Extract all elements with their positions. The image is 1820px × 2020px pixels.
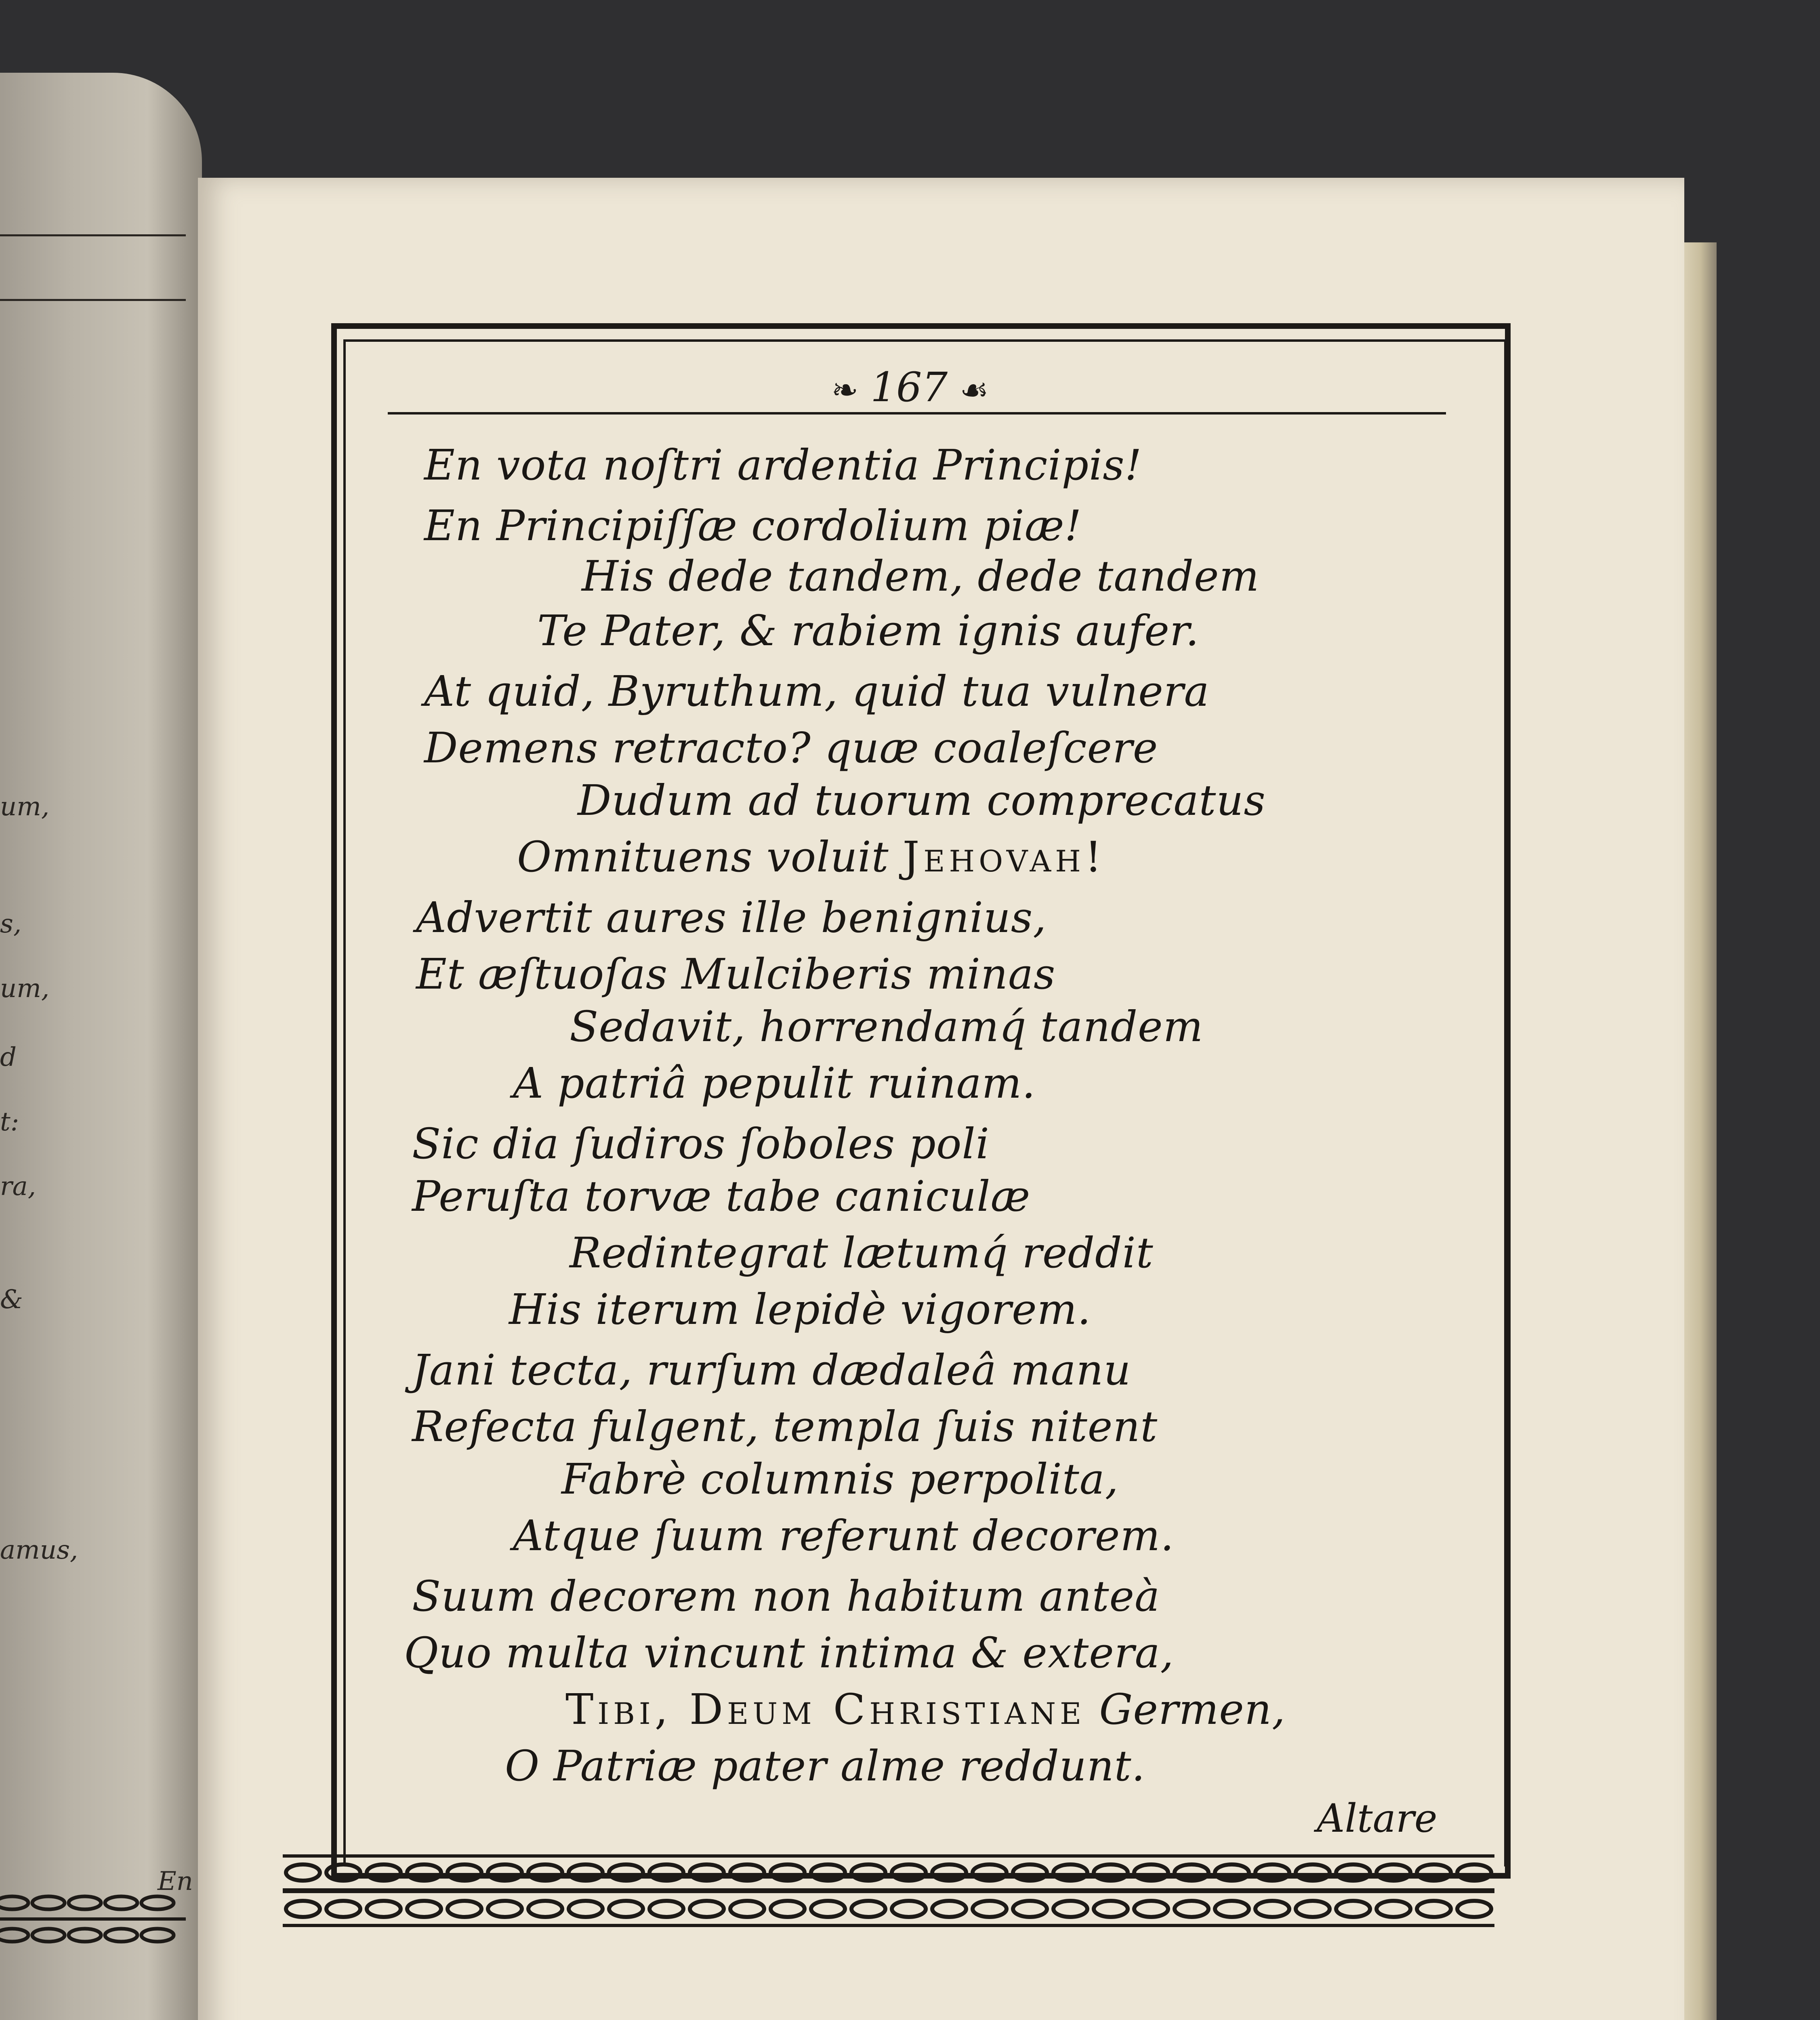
poem-line: Quo multa vincunt intima & extera, [404,1628,1174,1677]
poem-line: His dede tandem, dede tandem [582,551,1260,601]
ornament-oval [1457,1864,1491,1881]
ornament-oval [1417,1864,1451,1881]
left-page-fragment: t: [0,1107,19,1137]
poem-line [517,832,1106,882]
ornament-oval [286,1864,320,1881]
ornament-oval [730,1901,764,1917]
ornament-oval [892,1901,926,1917]
poem-line: Et æſtuoſas Mulciberis minas [416,949,1056,999]
ornament-oval [569,1901,603,1917]
left-page-rule [0,234,186,236]
ornament-oval [1377,1901,1410,1917]
left-page-fragment: s, [0,909,22,939]
ornament-oval [851,1901,885,1917]
left-page-fragment: d [0,1042,17,1072]
poem-line: En vota noſtri ardentia Principis! [424,440,1142,490]
ornament-oval [1175,1901,1208,1917]
left-page-fragment: En [158,1866,193,1896]
ornament-oval [892,1864,926,1881]
fleuron-right-icon: ☙ [960,371,989,409]
poem-line: Peruſta torvæ tabe caniculæ [412,1172,1031,1221]
poem-line: Fabrè columnis perpolita, [561,1454,1119,1504]
poem-line [565,1685,1286,1734]
ornament-oval [1296,1901,1330,1917]
ornament-oval [1013,1901,1047,1917]
poem-line-text: Germen, [1099,1685,1286,1734]
poem-line: A patriâ pepulit ruinam. [513,1058,1036,1108]
ornament-oval [690,1864,724,1881]
ornament-oval [1013,1864,1047,1881]
ornament-oval [448,1864,481,1881]
ornament-oval [528,1901,562,1917]
ornament-oval [1215,1901,1249,1917]
poem-line: Sedavit, horrendamq́ tandem [570,1002,1204,1051]
ornament-oval [1134,1864,1168,1881]
ornament-oval [326,1864,360,1881]
poem-line: Dudum ad tuorum comprecatus [578,776,1266,825]
ornament-oval [649,1864,683,1881]
poem-smallcaps-word: Jehovah! [902,832,1106,882]
ornament-oval [649,1901,683,1917]
fleuron-left-icon: ❧ [831,371,859,409]
poem-line: Refecta fulgent, templa ſuis nitent [412,1402,1158,1451]
ornament-oval [448,1901,481,1917]
poem-line: Demens retracto? quæ coaleſcere [424,723,1158,772]
folio-number: 167 [870,364,948,411]
ornament-oval [1134,1901,1168,1917]
ornament-oval [1175,1864,1208,1881]
ornament-oval [488,1864,522,1881]
header-rule [388,412,1446,415]
poem-line: At quid, Byruthum, quid tua vulnera [424,667,1210,716]
ornament-oval [1053,1901,1087,1917]
poem-line-text: Omnituens voluit [517,832,889,882]
ornament-oval [609,1864,643,1881]
ornament-oval [811,1864,845,1881]
ornament-oval [1296,1864,1330,1881]
poem-smallcaps-phrase: Tibi, Deum Christiane [565,1685,1086,1734]
left-page-fragment: um, [0,792,50,822]
ornament-oval [609,1901,643,1917]
ornament-oval [569,1864,603,1881]
ornament-oval [771,1901,805,1917]
left-page-fragment: um, [0,974,50,1004]
poem-line: His iterum lepidè vigorem. [509,1285,1091,1334]
ornament-oval [1377,1864,1410,1881]
ornament-oval [367,1901,401,1917]
poem-line: Advertit aures ille benignius, [416,893,1047,942]
poem-line: Te Pater, & rabiem ignis aufer. [537,606,1200,655]
ornament-oval [1336,1864,1370,1881]
ornament-oval [367,1864,401,1881]
ornament-oval [730,1864,764,1881]
ornament-oval [286,1901,320,1917]
left-page-fragment: ra, [0,1172,36,1201]
poem-line: Atque ſuum referunt decorem. [513,1511,1175,1560]
ornament-oval [811,1901,845,1917]
ornament-oval [932,1901,966,1917]
ornament-oval [973,1864,1007,1881]
poem-line: Sic dia ſudiros ſoboles poli [412,1119,990,1168]
ornament-oval [1255,1864,1289,1881]
ornament-oval [851,1864,885,1881]
poem-line: En Principiſſæ cordolium piæ! [424,501,1082,550]
ornament-oval [771,1864,805,1881]
ornament-oval [1457,1901,1491,1917]
ornament-oval [1094,1901,1128,1917]
ornament-oval [1094,1864,1128,1881]
ornament-border-band [283,1850,1494,1931]
catchword: Altare [1317,1796,1438,1841]
poem-line: O Patriæ pater alme reddunt. [505,1741,1145,1791]
ornament-oval [1053,1864,1087,1881]
ornament-oval [932,1864,966,1881]
ornament-oval [528,1864,562,1881]
page-number [0,364,1820,411]
poem-line: Jani tecta, rurſum dædaleâ manu [412,1345,1131,1395]
ornament-oval [407,1864,441,1881]
left-page-fragment: & [0,1285,23,1315]
poem-line: Suum decorem non habitum anteà [412,1572,1160,1621]
ornament-oval [1255,1901,1289,1917]
left-page-fragment: amus, [0,1535,78,1565]
ornament-oval [1336,1901,1370,1917]
ornament-oval [973,1901,1007,1917]
left-page-ornament-band [0,1887,186,1955]
ornament-oval [407,1901,441,1917]
left-page-rule [0,299,186,301]
page-edge-stack [1684,242,1717,2020]
poem-line: Redintegrat lætumq́ reddit [570,1228,1154,1277]
ornament-oval [326,1901,360,1917]
ornament-oval [1215,1864,1249,1881]
ornament-oval [690,1901,724,1917]
ornament-oval [1417,1901,1451,1917]
ornament-oval [488,1901,522,1917]
